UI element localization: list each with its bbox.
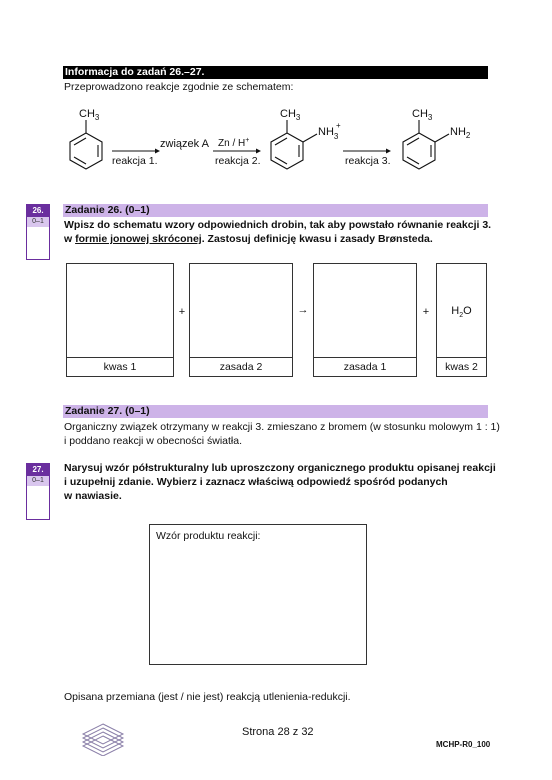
svg-text:CH3: $CH_3$ bbox=[412, 108, 433, 122]
reaction-2-label: reakcja 2. bbox=[215, 155, 261, 167]
answer-box-base1[interactable] bbox=[313, 263, 417, 377]
intermediate-label: związek A bbox=[160, 138, 209, 150]
task27-intro-line1: Organiczny związek otrzymany w reakcji 3. zmieszano z bromem (w stosunku molowym 1 : 1) bbox=[64, 421, 500, 433]
svg-text:+: + bbox=[336, 121, 341, 130]
reaction-scheme bbox=[55, 98, 495, 190]
water-formula: $H_2O$ bbox=[451, 305, 472, 320]
task27-instruction-line1: Narysuj wzór półstrukturalny lub uproszczony organicznego produktu opisanej reakcji bbox=[64, 462, 496, 474]
label-kwas2: kwas 2 bbox=[437, 357, 486, 376]
product-formula-label: Wzór produktu reakcji: bbox=[156, 530, 261, 542]
task26-badge-points: 0–1 bbox=[27, 216, 49, 227]
svg-text:NH3: $NH_3$ bbox=[318, 126, 339, 141]
task27-instruction-line2: i uzupełnij zdanie. Wybierz i zaznacz właściwą odpowiedź spośród podanych bbox=[64, 476, 448, 488]
task26-title: Zadanie 26. (0–1) bbox=[63, 204, 488, 217]
product-formula-box[interactable] bbox=[149, 524, 367, 665]
task27-badge-number: 27. bbox=[27, 464, 49, 475]
task27-badge bbox=[26, 463, 50, 520]
task26-badge-number: 26. bbox=[27, 205, 49, 216]
reaction-arrow: → bbox=[297, 304, 309, 316]
document-code: MCHP-R0_100 bbox=[436, 740, 491, 749]
plus-sign-2: + bbox=[422, 306, 430, 318]
task26-badge bbox=[26, 204, 50, 260]
svg-text:Zn / H+: Zn / H+ bbox=[218, 137, 250, 149]
reaction-1-label: reakcja 1. bbox=[112, 155, 158, 167]
label-zasada2: zasada 2 bbox=[190, 357, 292, 376]
water-box bbox=[436, 263, 487, 377]
task27-badge-points: 0–1 bbox=[27, 475, 49, 486]
page-number: Strona 28 z 32 bbox=[242, 726, 314, 738]
task27-instruction-line3: w nawiasie. bbox=[64, 490, 122, 502]
task27-intro-line2: i poddano reakcji w obecności światła. bbox=[64, 435, 243, 447]
ammonium-structure bbox=[271, 120, 317, 169]
redox-sentence[interactable]: Opisana przemiana (jest / nie jest) reakcją utlenienia-redukcji. bbox=[64, 691, 351, 703]
plus-sign-1: + bbox=[178, 306, 186, 318]
info-header: Informacja do zadań 26.–27. bbox=[63, 66, 488, 79]
label-kwas1: kwas 1 bbox=[67, 357, 173, 376]
answer-box-base2[interactable] bbox=[189, 263, 293, 377]
svg-text:CH3: $CH_3$ bbox=[79, 108, 100, 122]
label-zasada1: zasada 1 bbox=[314, 357, 416, 376]
task26-instruction-line2: w formie jonowej skróconej. Zastosuj definicję kwasu i zasady Brønsteda. bbox=[64, 233, 433, 245]
toluidine-structure bbox=[403, 120, 449, 169]
toluene-structure bbox=[70, 120, 102, 169]
info-intro: Przeprowadzono reakcje zgodnie ze schematem: bbox=[64, 81, 294, 93]
task27-title: Zadanie 27. (0–1) bbox=[63, 405, 488, 418]
svg-text:NH2: $NH_2$ bbox=[450, 126, 471, 140]
answer-box-acid1[interactable] bbox=[66, 263, 174, 377]
cke-logo-icon bbox=[79, 720, 127, 756]
reaction-3-label: reakcja 3. bbox=[345, 155, 391, 167]
svg-text:CH3: $CH_3$ bbox=[280, 108, 301, 122]
task26-instruction-line1: Wpisz do schematu wzory odpowiednich drobin, tak aby powstało równanie reakcji 3. bbox=[64, 219, 492, 231]
